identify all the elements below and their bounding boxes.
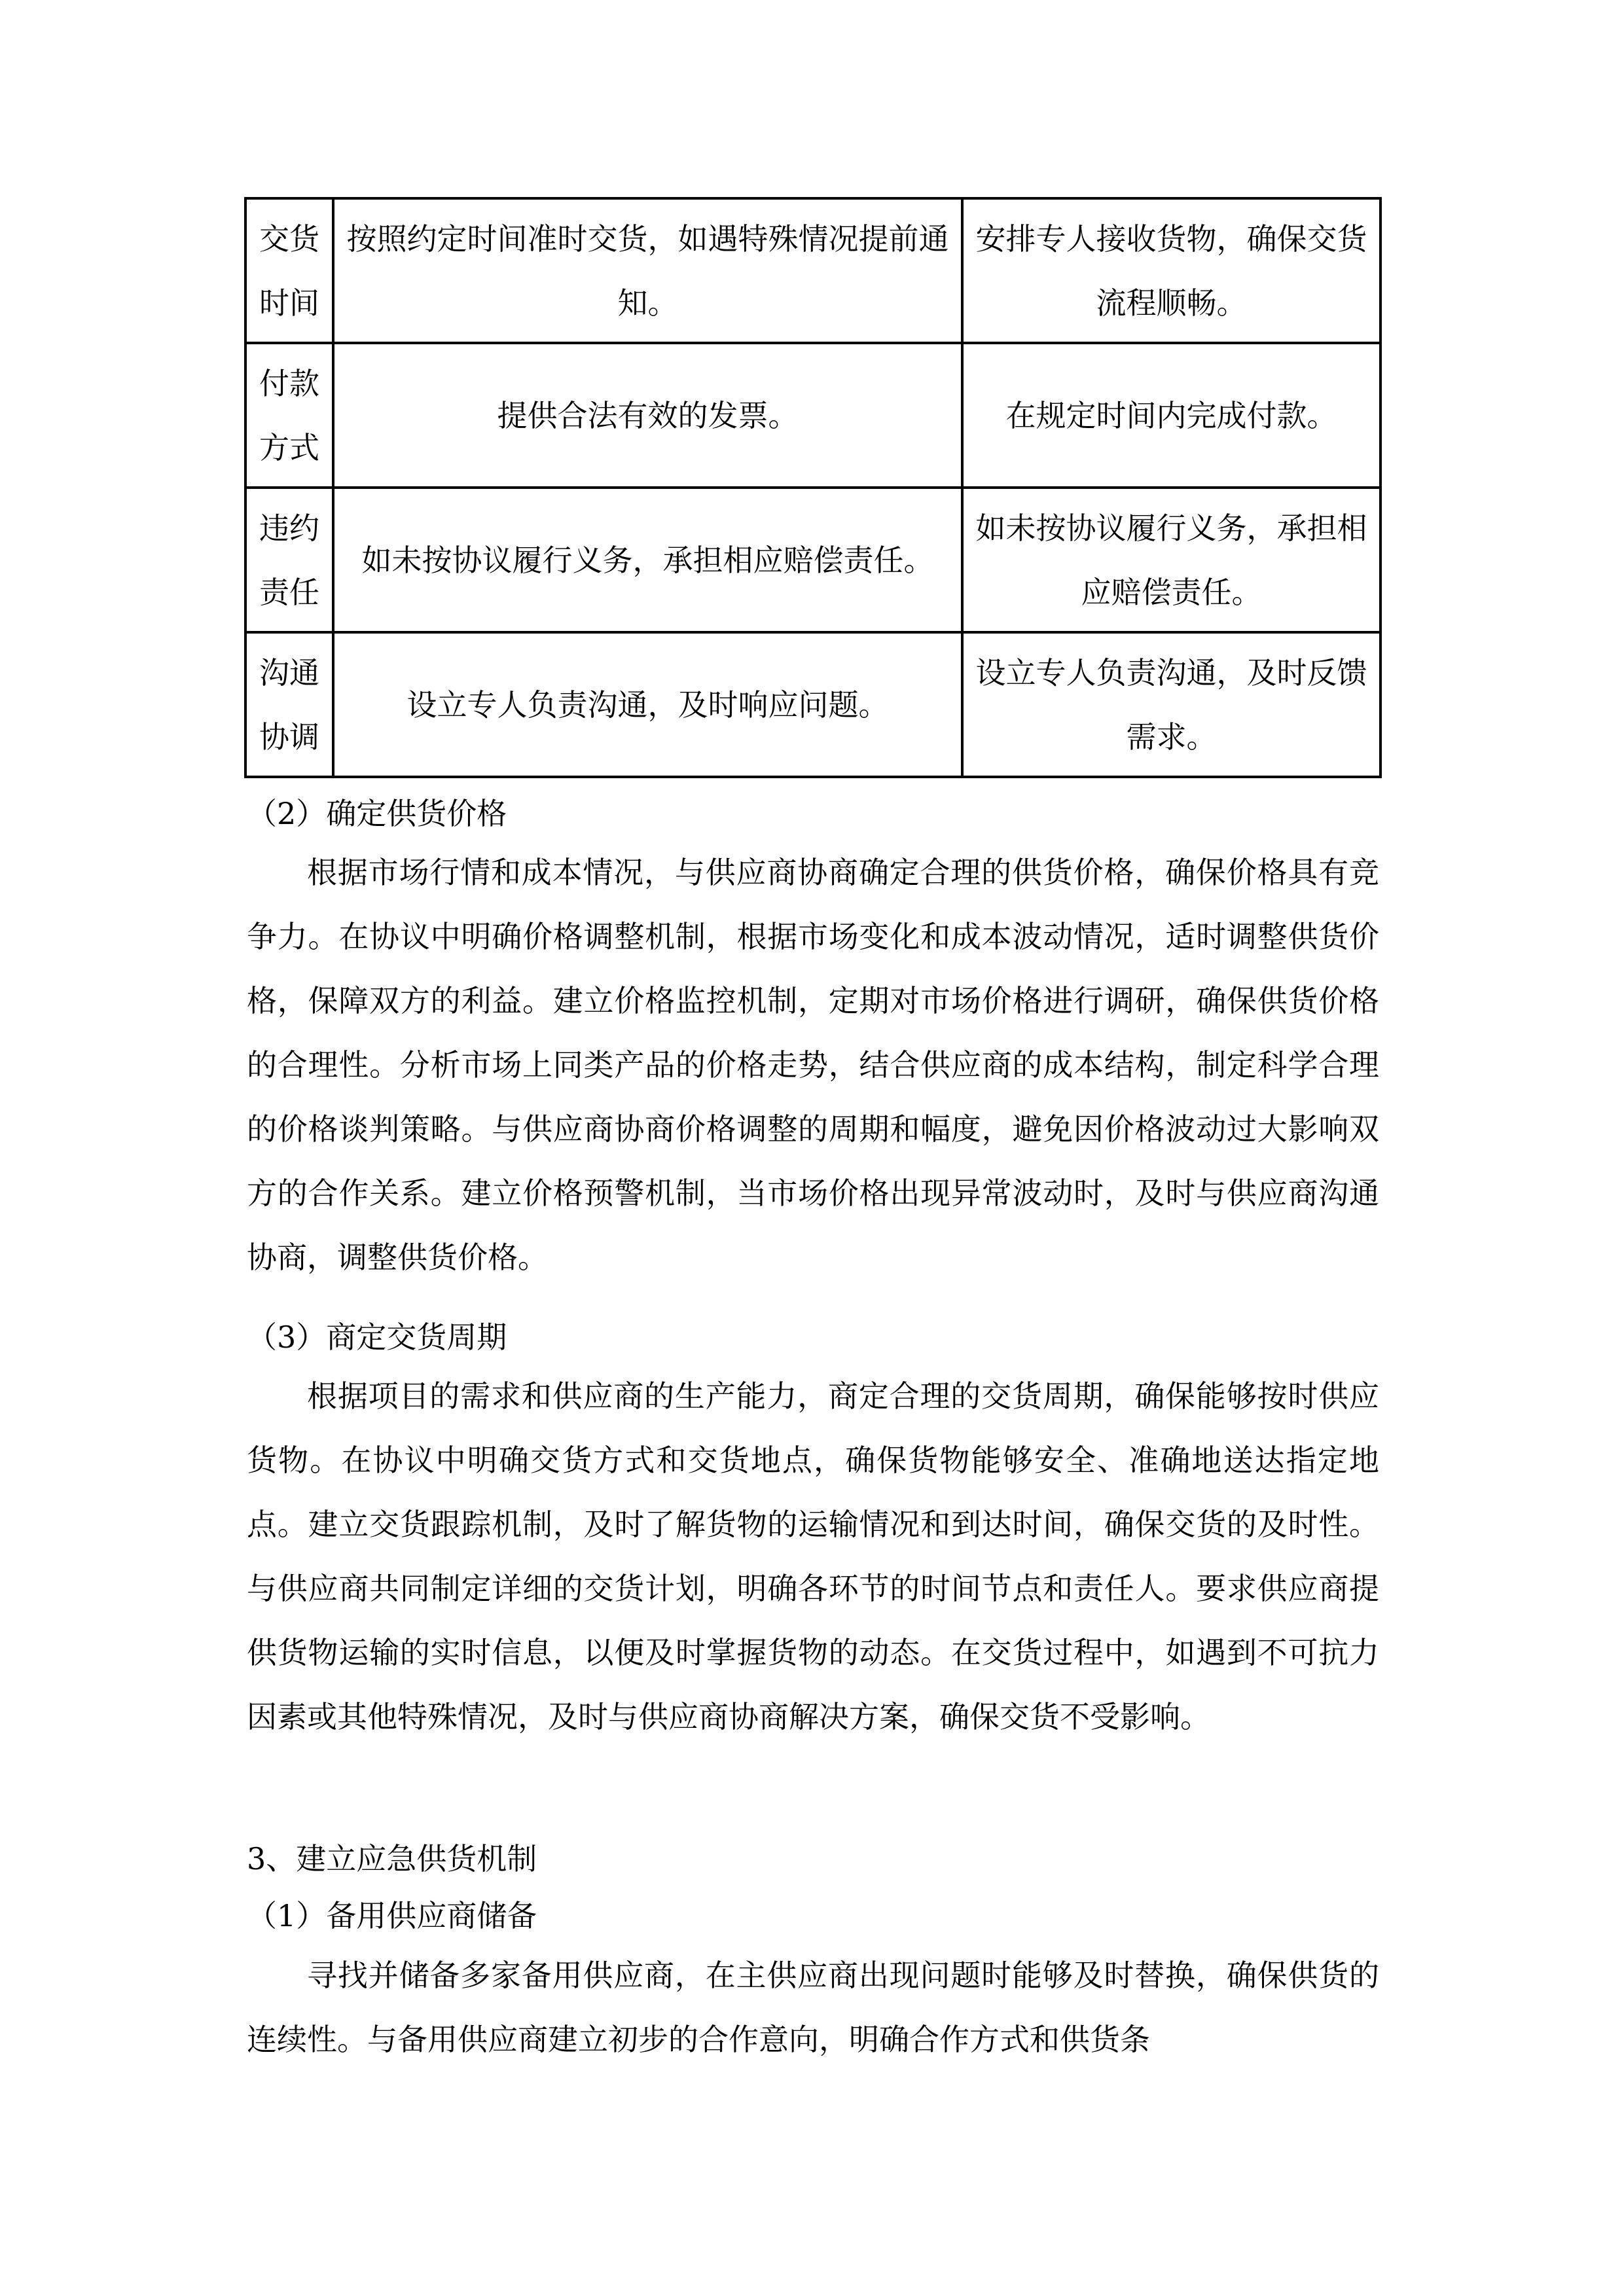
row-label-line: 方式: [259, 429, 319, 465]
row-label-line: 违约: [259, 510, 319, 546]
supplier-cell: 按照约定时间准时交货，如遇特殊情况提前通知。: [333, 198, 962, 343]
paragraph: 根据项目的需求和供应商的生产能力，商定合理的交货周期，确保能够按时供应货物。在协议中明确交货方式和交货地点，确保货物能够安全、准确地送达指定地点。建立交货跟踪机制，及时了解货物的运输情况和到达时间，确保交货的及时性。与供应商共同制定详细的交货计划，明确各环节的时间节点和责任人。要求供应商提供货物运输的实时信息，以便及时掌握货物的动态。在交货过程中，如遇到不可抗力因素或其他特殊情况，及时与供应商协商解决方案，确保交货不受影响。: [247, 1378, 1379, 1734]
row-label-line: 交货: [259, 221, 319, 257]
supplier-cell: 如未按协议履行义务，承担相应赔偿责任。: [333, 488, 962, 632]
section-heading-price: （2）确定供货价格: [247, 796, 507, 831]
table-row: [245, 488, 1380, 632]
row-label-cell: [245, 632, 333, 777]
section-body-price: [247, 840, 1379, 1289]
row-label-line: 沟通: [259, 655, 319, 691]
buyer-cell: 设立专人负责沟通，及时反馈需求。: [962, 632, 1380, 777]
row-label-line: 责任: [259, 574, 319, 610]
supplier-cell: 提供合法有效的发票。: [333, 343, 962, 488]
section-body-delivery: [247, 1364, 1379, 1749]
buyer-cell: 在规定时间内完成付款。: [962, 343, 1380, 488]
subsection-heading-backup: （1）备用供应商储备: [247, 1898, 537, 1933]
section-heading-delivery: （3）商定交货周期: [247, 1319, 507, 1355]
table-row: [245, 198, 1380, 343]
supplier-cell: 设立专人负责沟通，及时响应问题。: [333, 632, 962, 777]
paragraph: 寻找并储备多家备用供应商，在主供应商出现问题时能够及时替换，确保供货的连续性。与备用供应商建立初步的合作意向，明确合作方式和供货条: [247, 1958, 1379, 2057]
buyer-cell: 如未按协议履行义务，承担相应赔偿责任。: [962, 488, 1380, 632]
table-row: [245, 343, 1380, 488]
table-row: [245, 632, 1380, 777]
buyer-cell: 安排专人接收货物，确保交货流程顺畅。: [962, 198, 1380, 343]
row-label-cell: [245, 343, 333, 488]
row-label-cell: [245, 198, 333, 343]
section-heading-emergency: 3、建立应急供货机制: [247, 1841, 537, 1876]
paragraph: 根据市场行情和成本情况，与供应商协商确定合理的供货价格，确保价格具有竞争力。在协议中明确价格调整机制，根据市场变化和成本波动情况，适时调整供货价格，保障双方的利益。建立价格监控机制，定期对市场价格进行调研，确保供货价格的合理性。分析市场上同类产品的价格走势，结合供应商的成本结构，制定科学合理的价格谈判策略。与供应商协商价格调整的周期和幅度，避免因价格波动过大影响双方的合作关系。建立价格预警机制，当市场价格出现异常波动时，及时与供应商沟通协商，调整供货价格。: [247, 855, 1379, 1275]
row-label-line: 付款: [259, 365, 319, 401]
responsibility-table: [244, 197, 1382, 778]
section-body-emergency: [247, 1943, 1379, 2072]
row-label-line: 时间: [259, 285, 319, 321]
row-label-cell: [245, 488, 333, 632]
row-label-line: 协调: [259, 719, 319, 755]
